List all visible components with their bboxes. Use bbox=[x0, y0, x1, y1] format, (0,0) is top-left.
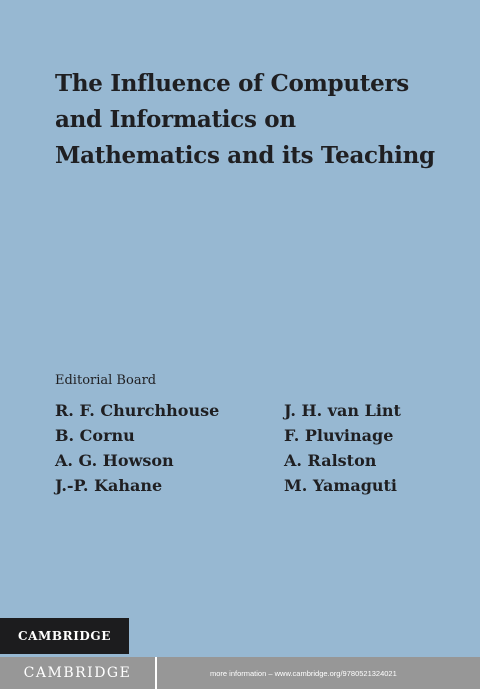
editor-name: J. H. van Lint bbox=[284, 401, 401, 420]
title-line-1: The Influence of Computers bbox=[55, 70, 409, 97]
footer-divider bbox=[155, 657, 157, 689]
editor-name: A. Ralston bbox=[284, 451, 377, 470]
editors-left-column bbox=[55, 398, 219, 498]
title-line-3: Mathematics and its Teaching bbox=[55, 142, 435, 169]
editor-name: M. Yamaguti bbox=[284, 476, 397, 495]
publisher-logo: CAMBRIDGE bbox=[0, 618, 129, 654]
editorial-board-label: Editorial Board bbox=[55, 373, 157, 388]
editor-name: F. Pluvinage bbox=[284, 426, 394, 445]
footer-brand: CAMBRIDGE bbox=[23, 665, 132, 681]
title-line-2: and Informatics on bbox=[55, 106, 296, 133]
editor-name: A. G. Howson bbox=[55, 451, 174, 470]
editor-name: J.-P. Kahane bbox=[55, 476, 163, 495]
book-title bbox=[55, 66, 475, 174]
editors-right-column bbox=[284, 398, 401, 498]
footer-bar bbox=[0, 657, 480, 689]
editor-name: R. F. Churchhouse bbox=[55, 401, 220, 420]
editor-name: B. Cornu bbox=[55, 426, 135, 445]
more-information-link[interactable]: more information – www.cambridge.org/9780521324021 bbox=[210, 668, 397, 678]
